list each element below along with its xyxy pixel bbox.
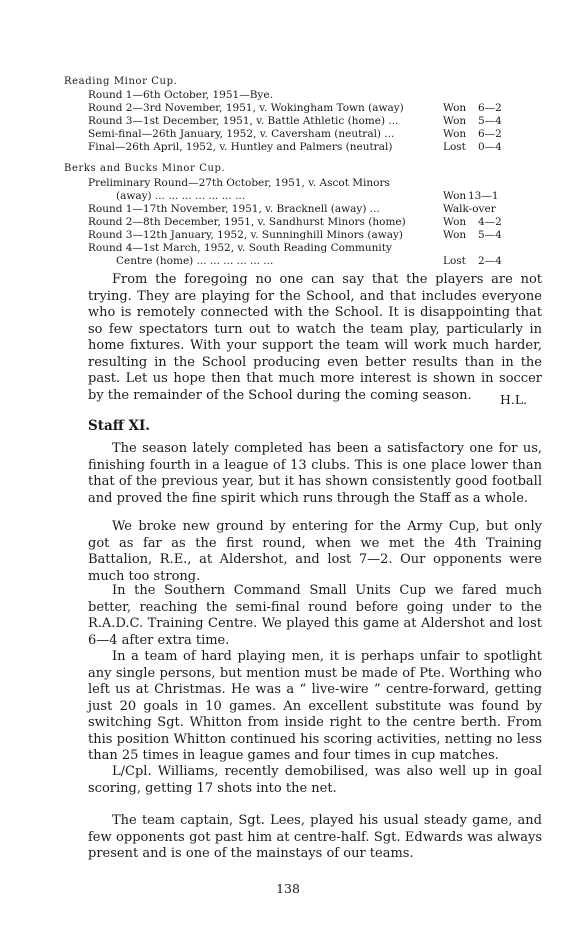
body-paragraph: In a team of hard playing men, it is perhaps unfair to spotlight any single persons, but mention must be made of Pte. Worthing who left us at Christmas. He was a “ live-wire ” centre-forward, getting just 20 goals in 10 games. An excellent substitute was found by switching Sgt. Whitton from inside right to the centre berth. From this position Whitton continued his scoring activities, netting no less than 25 times in league games and four times in cup matches. <box>88 649 542 763</box>
body-paragraph: L/Cpl. Williams, recently demobilised, was also well up in goal scoring, getting 17 shots into the net. <box>88 764 542 796</box>
fixture-row <box>88 216 566 229</box>
fixture-row <box>88 255 566 268</box>
body-paragraph: In the Southern Command Small Units Cup we fared much better, reaching the semi-final round before going under to the R.A.D.C. Training Centre. We played this game at Aldershot and lost 6—4 after extra time. <box>88 583 542 648</box>
fixture-score: 4—2 <box>478 216 502 228</box>
fixture-row <box>88 203 566 216</box>
fixture-result: Won <box>443 115 467 127</box>
fixture-desc: (away) ... ... ... ... ... ... ... <box>116 190 246 202</box>
section-heading: Staff XI. <box>88 418 151 434</box>
fixture-row <box>88 89 566 102</box>
fixture-result: Lost <box>443 255 466 267</box>
fixture-score: 6—2 <box>478 128 502 140</box>
fixture-desc: Preliminary Round—27th October, 1951, v. Ascot Minors <box>88 177 390 189</box>
body-paragraph: The team captain, Sgt. Lees, played his usual steady game, and few opponents got past him at centre-half. Sgt. Edwards was always present and is one of the mainstays of our teams. <box>88 813 542 861</box>
fixture-result: Won <box>443 229 467 241</box>
fixture-row <box>88 229 566 242</box>
fixture-desc: Round 3—1st December, 1951, v. Battle Athletic (home) ... <box>88 115 399 127</box>
fixture-desc: Semi-final—26th January, 1952, v. Caversham (neutral) ... <box>88 128 395 140</box>
body-paragraph: We broke new ground by entering for the Army Cup, but only got as far as the first round, when we met the 4th Training Battalion, R.E., at Aldershot, and lost 7—2. Our opponents were much too strong. <box>88 519 542 584</box>
body-paragraph: The season lately completed has been a satisfactory one for us, finishing fourth in a league of 13 clubs. This is one place lower than that of the previous year, but it has shown consistently good football and proved the fine spirit which runs through the Staff as a whole. <box>88 441 542 506</box>
fixture-result: Lost <box>443 141 466 153</box>
fixture-row <box>88 141 566 154</box>
fixture-score: 0—4 <box>478 141 502 153</box>
reading-cup-title: Reading Minor Cup. <box>64 76 178 87</box>
fixture-score: 5—4 <box>478 115 502 127</box>
page-number: 138 <box>276 881 300 896</box>
fixture-desc: Round 2—3rd November, 1951, v. Wokingham Town (away) <box>88 102 404 114</box>
fixture-result: Won <box>443 102 467 114</box>
fixture-desc: Round 4—1st March, 1952, v. South Reading Community <box>88 242 392 254</box>
body-paragraph: From the foregoing no one can say that the players are not trying. They are playing for the School, and that includes everyone who is remotely connected with the School. It is disappointing that so few spectators turn out to watch the team play, particularly in home fixtures. With your support the team will work much harder, resulting in the School producing even better results than in the past. Let us hope then that much more interest is shown in soccer by the remainder of the School during the coming season. <box>88 272 542 403</box>
fixture-score: 2—4 <box>478 255 502 267</box>
fixture-desc: Final—26th April, 1952, v. Huntley and Palmers (neutral) <box>88 141 393 153</box>
fixture-score: 13—1 <box>468 190 499 202</box>
fixture-score: 6—2 <box>478 102 502 114</box>
fixture-result: Won <box>443 216 467 228</box>
fixture-score: 5—4 <box>478 229 502 241</box>
fixture-row <box>88 128 566 141</box>
fixture-desc: Round 1—17th November, 1951, v. Bracknell (away) ... <box>88 203 380 215</box>
berks-cup-title: Berks and Bucks Minor Cup. <box>64 163 226 174</box>
fixture-result: Won <box>443 190 467 202</box>
fixture-result: Walk-over <box>443 203 496 215</box>
fixture-row <box>88 115 566 128</box>
fixture-desc: Round 1—6th October, 1951—Bye. <box>88 89 273 101</box>
fixture-row <box>88 177 566 190</box>
fixture-row <box>88 102 566 115</box>
fixture-row <box>88 242 566 255</box>
fixture-desc: Round 3—12th January, 1952, v. Sunninghill Minors (away) <box>88 229 403 241</box>
signature: H.L. <box>500 392 528 407</box>
fixture-row <box>88 190 566 203</box>
fixture-desc: Centre (home) ... ... ... ... ... ... <box>116 255 274 267</box>
fixture-desc: Round 2—8th December, 1951, v. Sandhurst Minors (home) <box>88 216 406 228</box>
fixture-result: Won <box>443 128 467 140</box>
